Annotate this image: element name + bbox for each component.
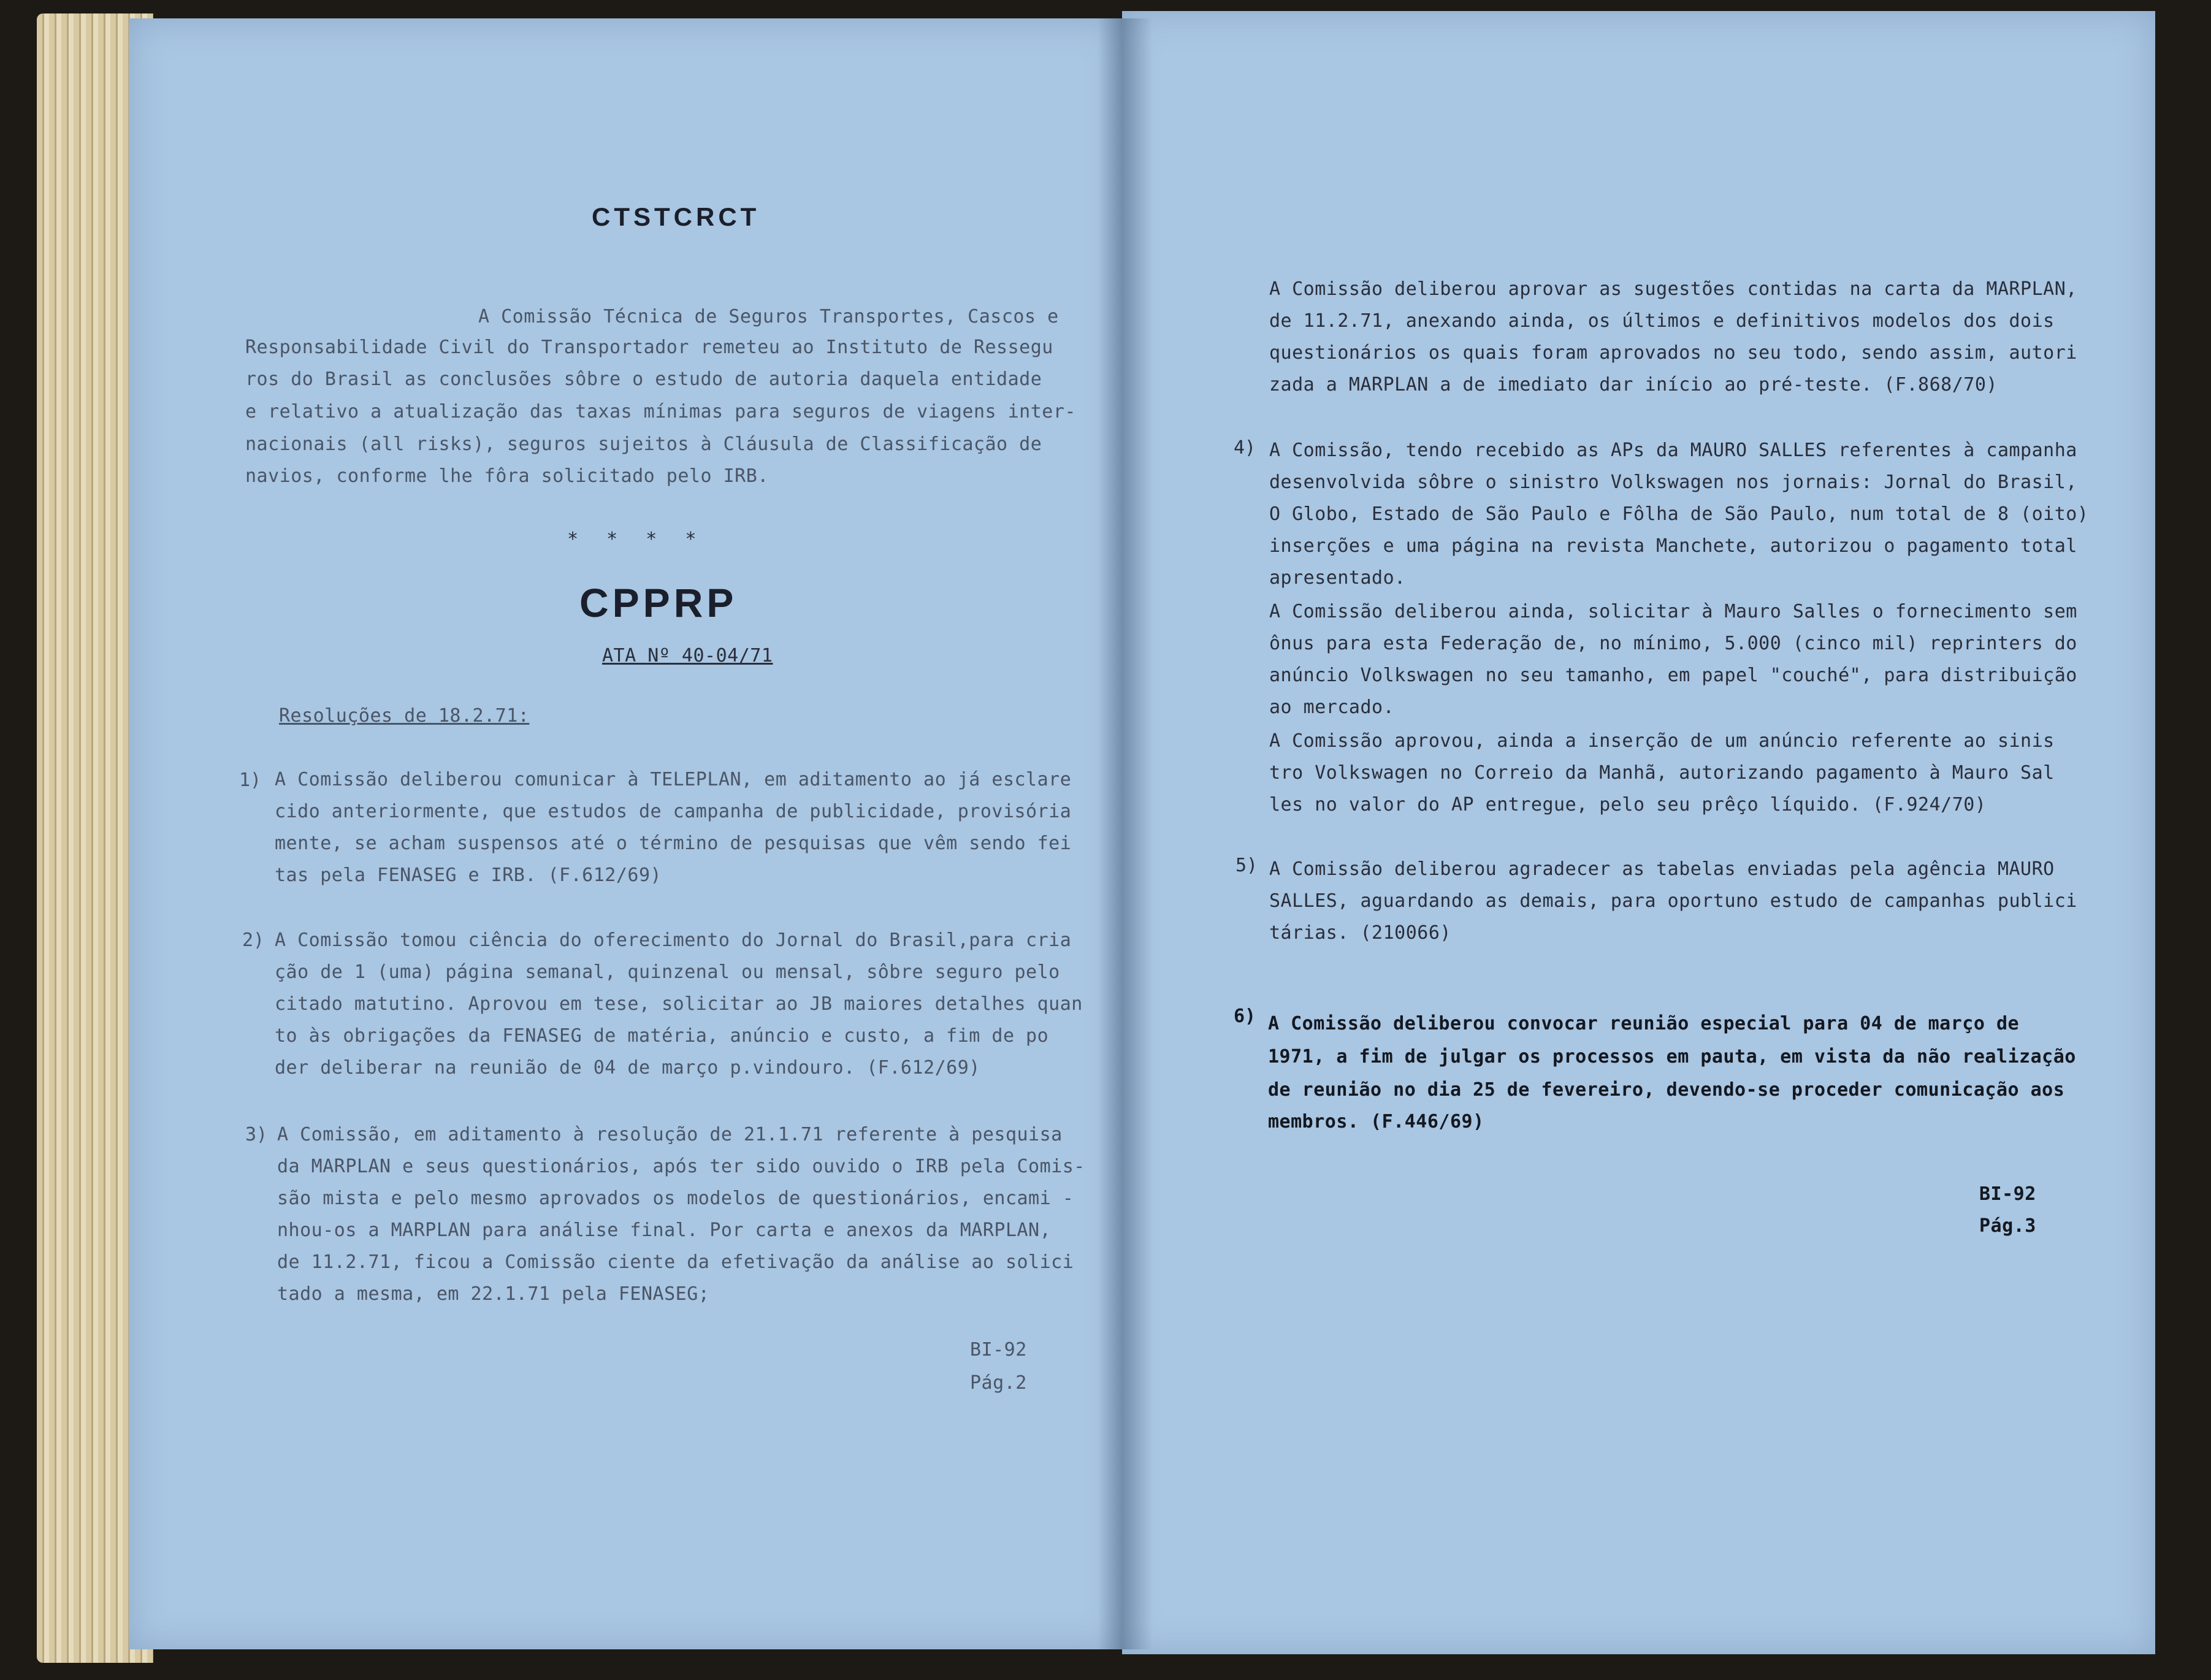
intro-line: Responsabilidade Civil do Transportador remeteu ao Instituto de Ressegu [245, 337, 1053, 358]
item-line: tado a mesma, em 22.1.71 pela FENASEG; [277, 1283, 710, 1305]
item-line: tárias. (210066) [1269, 922, 1451, 944]
intro-line: A Comissão Técnica de Seguros Transportes, Cascos e [478, 306, 1059, 327]
item-line: são mista e pelo mesmo aprovados os modelos de questionários, encami - [277, 1188, 1074, 1209]
item-line: A Comissão tomou ciência do oferecimento do Jornal do Brasil,para cria [275, 930, 1072, 951]
page-number: Pág.3 [1979, 1215, 2036, 1237]
item-line: les no valor do AP entregue, pelo seu prêço líquido. (F.924/70) [1269, 794, 1987, 815]
item-line: de reunião no dia 25 de fevereiro, devendo-se proceder comunicação aos [1268, 1079, 2065, 1101]
item-line: ao mercado. [1269, 697, 1395, 718]
item-number: 4) [1234, 437, 1256, 459]
intro-line: navios, conforme lhe fôra solicitado pelo IRB. [245, 465, 769, 487]
item-line: ção de 1 (uma) página semanal, quinzenal ou mensal, sôbre seguro pelo [275, 961, 1060, 983]
continuation-line: de 11.2.71, anexando ainda, os últimos e definitivos modelos dos dois [1269, 310, 2055, 332]
book-gutter [1098, 18, 1153, 1649]
page-number: Pág.2 [970, 1372, 1027, 1394]
ctstcrct-heading: CTSTCRCT [592, 202, 760, 231]
separator-asterisks: * * * * [567, 529, 705, 550]
item-line: anúncio Volkswagen no seu tamanho, em papel "couché", para distribuição [1269, 665, 2077, 686]
footer-code: BI-92 [970, 1339, 1027, 1361]
item-line: tro Volkswagen no Correio da Manhã, autorizando pagamento à Mauro Sal [1269, 762, 2055, 784]
item-line: ônus para esta Federação de, no mínimo, 5.000 (cinco mil) reprinters do [1269, 633, 2077, 654]
resolucoes-date: Resoluções de 18.2.71: [279, 705, 530, 727]
item-line: mente, se acham suspensos até o término de pesquisas que vêm sendo fei [275, 833, 1072, 854]
footer-code: BI-92 [1979, 1183, 2036, 1205]
item-number: 5) [1235, 855, 1258, 876]
item-line: A Comissão deliberou convocar reunião especial para 04 de março de [1268, 1013, 2020, 1034]
item-line: da MARPLAN e seus questionários, após ter sido ouvido o IRB pela Comis- [277, 1156, 1085, 1177]
intro-line: e relativo a atualização das taxas mínimas para seguros de viagens inter- [245, 401, 1076, 422]
intro-line: nacionais (all risks), seguros sujeitos à Cláusula de Classificação de [245, 433, 1042, 455]
ata-number: ATA Nº 40-04/71 [602, 645, 773, 666]
item-line: to às obrigações da FENASEG de matéria, anúncio e custo, a fim de po [275, 1025, 1049, 1047]
cpprp-heading: CPPRP [579, 580, 738, 625]
continuation-line: A Comissão deliberou aprovar as sugestões contidas na carta da MARPLAN, [1269, 278, 2077, 300]
item-line: citado matutino. Aprovou em tese, solicitar ao JB maiores detalhes quan [275, 993, 1083, 1015]
intro-line: ros do Brasil as conclusões sôbre o estudo de autoria daquela entidade [245, 368, 1042, 390]
item-line: O Globo, Estado de São Paulo e Fôlha de São Paulo, num total de 8 (oito) [1269, 503, 2089, 525]
item-line: nhou-os a MARPLAN para análise final. Por carta e anexos da MARPLAN, [277, 1220, 1052, 1241]
item-line: A Comissão deliberou agradecer as tabelas enviadas pela agência MAURO [1269, 858, 2055, 880]
item-line: tas pela FENASEG e IRB. (F.612/69) [275, 865, 662, 886]
item-number: 3) [245, 1124, 268, 1145]
item-line: membros. (F.446/69) [1268, 1111, 1484, 1132]
item-number: 1) [239, 769, 262, 791]
item-line: de 11.2.71, ficou a Comissão ciente da efetivação da análise ao solici [277, 1251, 1074, 1273]
item-line: A Comissão, tendo recebido as APs da MAURO SALLES referentes à campanha [1269, 440, 2077, 461]
item-line: A Comissão aprovou, ainda a inserção de um anúncio referente ao sinis [1269, 730, 2055, 752]
right-page [1122, 11, 2155, 1654]
item-line: SALLES, aguardando as demais, para oportuno estudo de campanhas publici [1269, 890, 2077, 912]
item-line: 1971, a fim de julgar os processos em pauta, em vista da não realização [1268, 1046, 2076, 1067]
continuation-line: zada a MARPLAN a de imediato dar início ao pré-teste. (F.868/70) [1269, 374, 1998, 395]
item-line: A Comissão, em aditamento à resolução de 21.1.71 referente à pesquisa [277, 1124, 1063, 1145]
item-line: A Comissão deliberou comunicar à TELEPLAN, em aditamento ao já esclare [275, 769, 1072, 790]
item-number: 6) [1234, 1006, 1256, 1027]
item-line: der deliberar na reunião de 04 de março p.vindouro. (F.612/69) [275, 1057, 980, 1079]
item-line: A Comissão deliberou ainda, solicitar à Mauro Salles o fornecimento sem [1269, 601, 2077, 622]
item-line: inserções e uma página na revista Manchete, autorizou o pagamento total [1269, 535, 2077, 557]
continuation-line: questionários os quais foram aprovados no seu todo, sendo assim, autori [1269, 342, 2077, 364]
item-number: 2) [242, 930, 265, 951]
item-line: desenvolvida sôbre o sinistro Volkswagen nos jornais: Jornal do Brasil, [1269, 472, 2077, 493]
item-line: cido anteriormente, que estudos de campanha de publicidade, provisória [275, 801, 1072, 822]
item-line: apresentado. [1269, 567, 1406, 589]
